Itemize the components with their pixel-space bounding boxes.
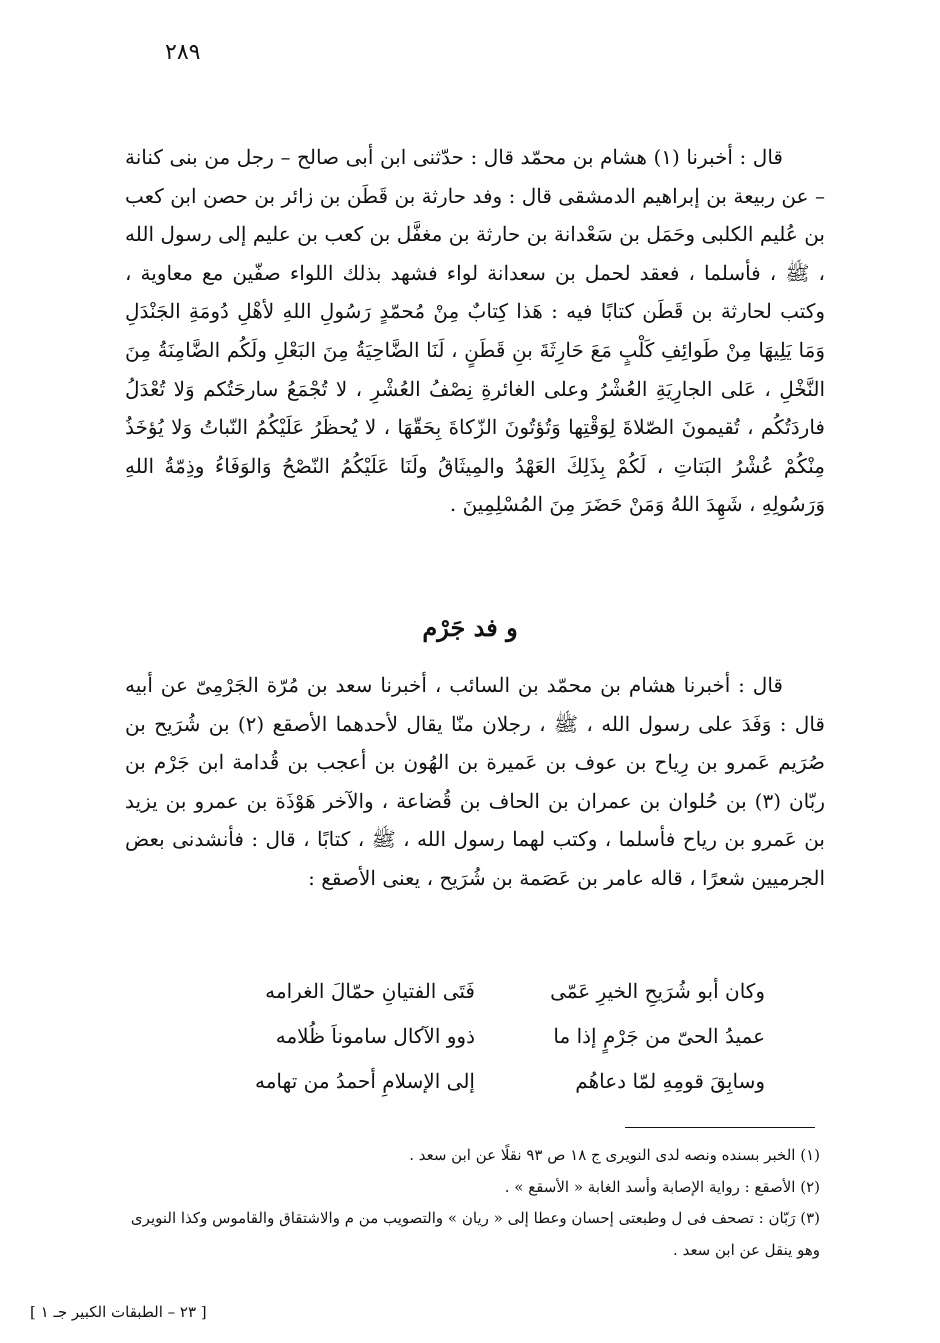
footnote-separator <box>625 1127 815 1128</box>
footnote: (١) الخبر بسنده ونصه لدى النويرى ج ١٨ ص ٩٣ نقلًا عن ابن سعد . <box>409 1146 820 1164</box>
poem-hemistich-second: فَتَى الفتيانِ حمّالَ الغرامه <box>265 978 475 1003</box>
poem-verse <box>185 1013 765 1058</box>
footnote: (٢) الأصقع : رواية الإصابة وأسد الغابة « الأسقع » . <box>504 1177 820 1196</box>
page-number: ٢٨٩ <box>165 40 201 65</box>
poem <box>185 968 765 1103</box>
section-text-block <box>125 666 825 898</box>
poem-hemistich-second: إلى الإسلامِ أحمدُ من تهامه <box>254 1068 475 1093</box>
poem-hemistich-first: وكان أبو شُرَيحِ الخيرِ عَمّى <box>550 978 765 1003</box>
poem-verse <box>185 1058 765 1103</box>
intro-paragraph: قال : أخبرنا (١) هشام بن محمّد قال : حدّثنى ابن أبى صالح – رجل من بنى كنانة – عن ربيعة بن إبراهيم الدمشقى قال : وفد حارثة بن قَطَن بن زائر بن حصن ابن كعب بن عُليم الكلبى وحَمَل بن سَعْدانة بن حارثة بن مغفَّل بن كعب بن عليم إلى رسول الله ، ﷺ ، فأسلما ، فعقد لحمل بن سعدانة لواء فشهد بذلك اللواء صفّين مع معاوية ، وكتب لحارثة بن قَطَن كتابًا فيه : هَذا كِتابٌ مِنْ مُحمّدٍ رَسُولِ اللهِ لأهْلِ دُومَةِ الجَنْدَلِ وَمَا يَلِيهَا مِنْ طَوائِفِ كَلْبٍ مَعَ حَارِثَةَ بنِ قَطَنٍ ، لَنَا الضَّاحِيَةُ مِنَ البَعْلِ ولَكُم الضَّامِنَةُ مِنَ النَّخْلِ ، عَلى الجارِيَةِ العُشْرُ وعلى الغائرةِ نِصْفُ العُشْرِ ، لا تُجْمَعُ سارحَتُكم وَلا تُعْدَلُ فاردَتُكُم ، تُقيمونَ الصّلاةَ لِوَقْتِها وَتُؤتُونَ الزّكاةَ بِحَقّهَا ، لا يُحظَرُ عَلَيْكُمُ النّباتُ وَلا يُؤخَذُ مِنْكُمْ عُشْرُ البَتاتِ ، لَكُمْ بِذَلِكَ العَهْدُ والمِيثَاقُ ولَنَا عَلَيْكُمُ النّصْحُ وَالوَفَاءُ وذِمّةُ اللهِ وَرَسُولِهِ ، شَهِدَ اللهُ وَمَنْ حَضَرَ مِنَ المُسْلِمِينَ . <box>125 145 825 517</box>
section-heading: و فد جَرْم <box>422 613 518 642</box>
footnotes <box>120 1140 820 1266</box>
intro-text-block <box>125 138 825 524</box>
poem-hemistich-first: عميدُ الحىّ من جَرْمٍ إذا ما <box>553 1023 765 1048</box>
poem-hemistich-first: وسابِقَ قومِهِ لمّا دعاهُم <box>575 1068 765 1093</box>
signature-footer: [ ٢٣ – الطبقات الكبير جـ ١ ] <box>30 1303 207 1321</box>
footnote: (٣) رَبّان : تصحف فى ل وطبعتى إحسان وعطا إلى « ريان » والتصويب من م والاشتقاق والقاموس وكذا النويرى وهو ينقل عن ابن سعد . <box>130 1209 820 1259</box>
poem-hemistich-second: ذوو الآكال ساموناَ ظُلامه <box>275 1023 475 1048</box>
poem-verse <box>185 968 765 1013</box>
section-paragraph: قال : أخبرنا هشام بن محمّد بن السائب ، أخبرنا سعد بن مُرّة الجَرْمِىّ عن أبيه قال : وَفَدَ على رسول الله ، ﷺ ، رجلان منّا يقال لأحدهما الأصقع (٢) بن شُرَيح بن صُرَيم عَمرو بن رِياح بن عوف بن عَميرة بن الهُون بن أعجب بن قُدامة ابن جَرْم بن ربّان (٣) بن حُلوان بن عمران بن الحاف بن قُضاعة ، والآخر هَوْذَة بن عمرو بن يزيد بن عَمرو بن رياح فأسلما ، وكتب لهما رسول الله ، ﷺ ، كتابًا ، قال : فأنشدنى بعض الجرميين شعرًا ، قاله عامر بن عَصَمة بن شُرَيح ، يعنى الأصقع : <box>125 673 825 890</box>
